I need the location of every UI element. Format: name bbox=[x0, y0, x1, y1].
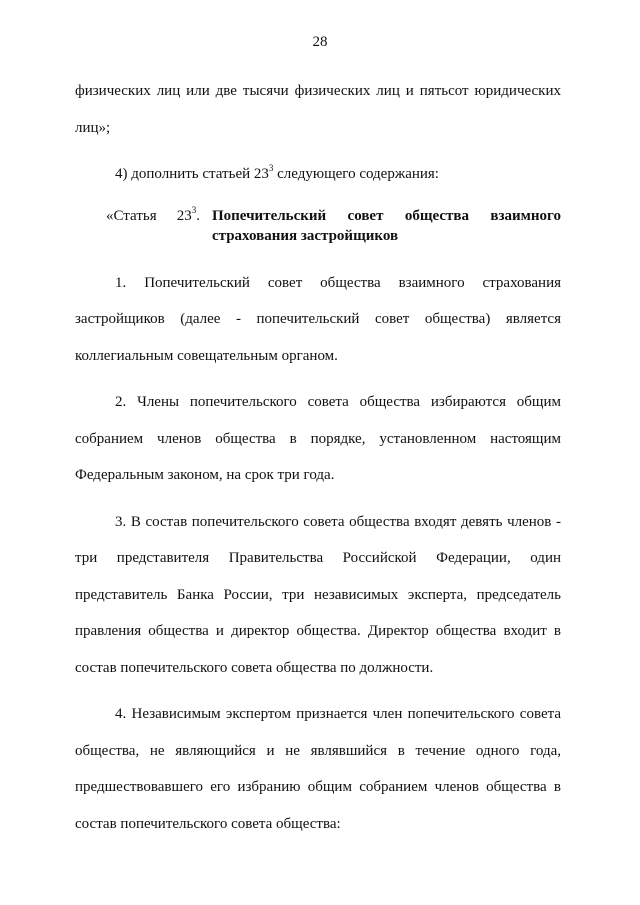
article-title-word: взаимного bbox=[490, 207, 561, 224]
page-number: 28 bbox=[312, 34, 328, 50]
amendment-item-4 bbox=[75, 156, 561, 193]
paragraph-3: 3. В состав попечительского совета общества входят девять членов - три представителя Правительства Российской Федерации, один представитель Банка России, три независимых эксперта, председатель правления общества и директор общества. Директор общества входит в состав попечительского совета общества по должности. bbox=[75, 513, 561, 676]
article-word: «Статья bbox=[106, 207, 157, 224]
article-number: $23^3$. bbox=[176, 204, 200, 224]
article-title-line-1 bbox=[212, 206, 561, 226]
article-title-line-2: страхования застройщиков bbox=[212, 227, 399, 244]
amendment-item-4-suffix: следующего содержания: bbox=[273, 166, 439, 182]
paragraph-4: 4. Независимым экспертом признается член попечительского совета общества, не являющийся и не являвшийся в течение одного года, предшествовавшего его избранию общим собранием членов общества в состав попечительского совета общества: bbox=[75, 706, 561, 832]
document-body bbox=[75, 73, 561, 842]
paragraph-2: 2. Члены попечительского совета общества избираются общим собранием членов общества в порядке, установленном настоящим Федеральным законом, на срок три года. bbox=[75, 394, 561, 483]
article-title-word: Попечительский bbox=[212, 207, 327, 224]
amendment-item-4-prefix: 4) дополнить статьей 23 bbox=[115, 166, 269, 182]
article-label bbox=[75, 206, 212, 246]
paragraph-1: 1. Попечительский совет общества взаимного страхования застройщиков (далее - попечительский совет общества) является коллегиальным совещательным органом. bbox=[75, 274, 561, 364]
article-heading bbox=[75, 206, 561, 246]
amendment-item-4-superscript: 3 bbox=[268, 163, 274, 173]
article-title-word: общества bbox=[404, 207, 469, 224]
article-title-word: совет bbox=[347, 207, 384, 224]
continuation-paragraph: физических лиц или две тысячи физических лиц и пятьсот юридических лиц»; bbox=[75, 83, 561, 136]
article-title bbox=[212, 206, 561, 246]
